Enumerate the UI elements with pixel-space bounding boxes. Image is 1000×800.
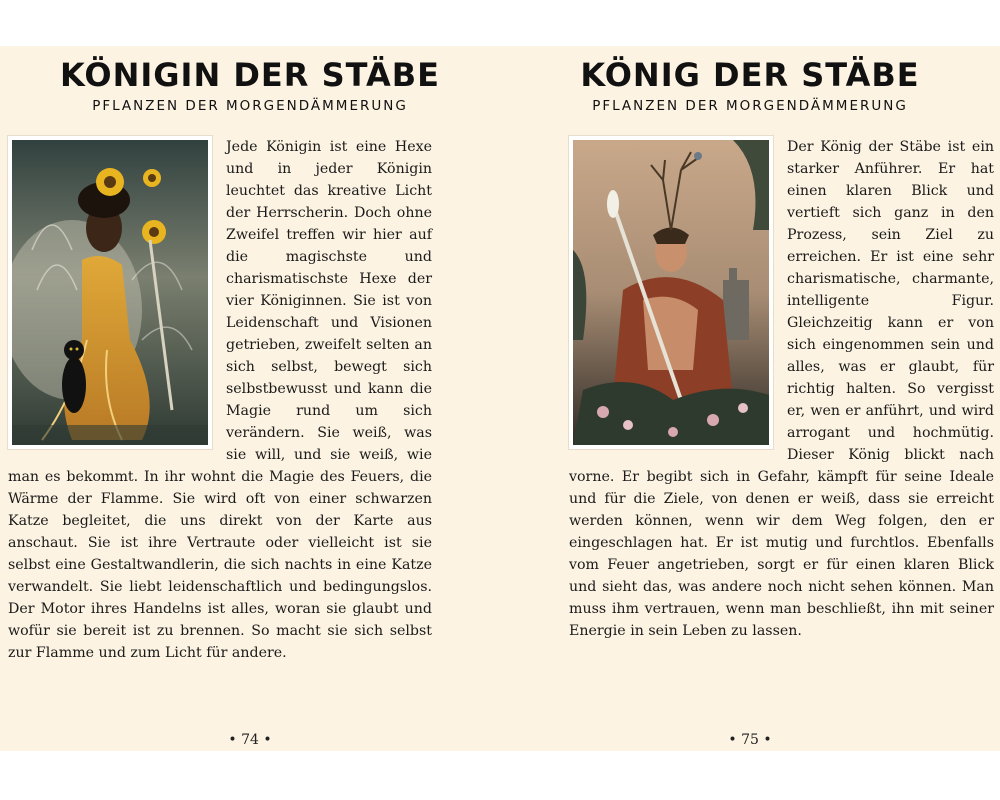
left-page xyxy=(0,46,500,751)
page-title: KÖNIGIN DER STÄBE xyxy=(60,56,440,94)
book-spread xyxy=(0,46,1000,751)
page-subtitle: PFLANZEN DER MORGENDÄMMERUNG xyxy=(92,98,408,114)
body-paragraph: Der König der Stäbe ist ein starker Anführer. Er hat einen klaren Blick und vertieft sich ganz in den Prozess, sein Ziel zu erreichen. Er ist eine sehr charismatische, charmante, intelligente Figur. Gleichzeitig kann er von sich eingenommen sein und alles, was er glaubt, für richtig halten. So vergisst er, wen er anführt, und wird arrogant und hochmütig. Dieser König blickt nach vorne. Er begibt sich in Gefahr, kämpft für seine Ideale und für die Ziele, von denen er weiß, dass sie erreicht werden können, wenn wir dem Weg folgen, den er eingeschlagen hat. Er ist mutig und furchtlos. Ebenfalls vom Feuer angetrieben, sorgt er für einen klaren Blick und sieht das, was andere noch nicht sehen können. Man muss ihm vertrauen, wenn man beschließt, ihn mit seiner Energie in sein Leben zu lassen. xyxy=(569,139,994,639)
king-of-wands-card xyxy=(569,136,773,449)
body-text-block xyxy=(569,136,994,642)
body-text-block xyxy=(8,136,432,664)
right-page xyxy=(500,46,1000,751)
page-title: KÖNIG DER STÄBE xyxy=(580,56,920,94)
page-number: • 75 • xyxy=(728,732,772,748)
king-of-wands-illustration xyxy=(573,140,769,445)
queen-of-wands-illustration xyxy=(12,140,208,445)
page-number: • 74 • xyxy=(228,732,272,748)
body-paragraph: Jede Königin ist eine Hexe und in jeder Königin leuchtet das kreative Licht der Herrscherin. Doch ohne Zweifel treffen wir hier auf die magischste und charismatischste Hexe der vier Königinnen. Sie ist von Leidenschaft und Visionen getrieben, zweifelt selten an sich selbst, bewegt sich selbstbewusst und kann die Magie rund um sich verändern. Sie weiß, was sie will, und sie weiß, wie man es bekommt. In ihr wohnt die Magie des Feuers, die Wärme der Flamme. Sie wird oft von einer schwarzen Katze begleitet, die uns direkt von der Karte aus anschaut. Sie ist ihre Vertraute oder vielleicht ist sie selbst eine Gestaltwandlerin, die sich nachts in eine Katze verwandelt. Sie liebt leidenschaftlich und bedingungslos. Der Motor ihres Handelns ist alles, woran sie glaubt und wofür sie bereit ist zu brennen. So macht sie sich selbst zur Flamme und zum Licht für andere. xyxy=(8,139,432,661)
queen-of-wands-card xyxy=(8,136,212,449)
page-subtitle: PFLANZEN DER MORGENDÄMMERUNG xyxy=(592,98,908,114)
